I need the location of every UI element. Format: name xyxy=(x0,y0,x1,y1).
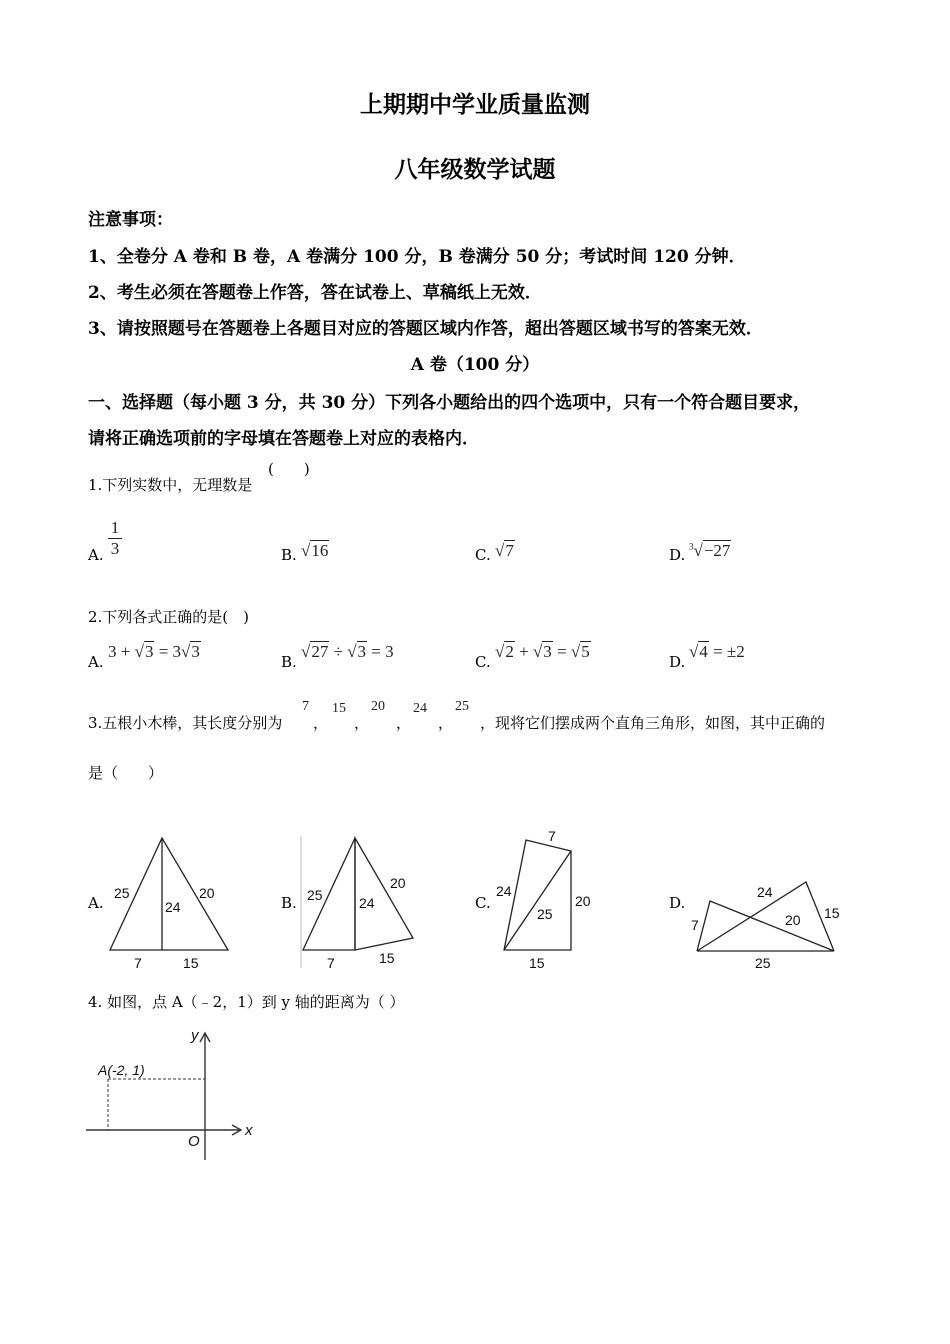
q1-option-a-label: A. xyxy=(88,546,104,564)
q3-b-label-7: 7 xyxy=(327,955,335,971)
q3-d-label-24: 24 xyxy=(757,884,773,900)
q3-length-3: 20 xyxy=(371,699,385,714)
q1-option-d-radicand: −27 xyxy=(703,541,731,560)
q2-a-pre: 3 + xyxy=(108,642,135,661)
q2-option-d-label: D. xyxy=(669,653,686,671)
q2-option-b-label: B. xyxy=(281,653,297,671)
q4-x-label: x xyxy=(245,1122,253,1139)
q1-option-c-radicand: 7 xyxy=(505,541,514,560)
q1-option-c-label: C. xyxy=(475,546,491,564)
q1-answer-paren: ( ) xyxy=(268,460,310,478)
notice-item-1: 1、全卷分 A 卷和 B 卷，A 卷满分 100 分，B 卷满分 50 分；考试时间 120 分钟． xyxy=(88,247,746,267)
q3-a-label-20: 20 xyxy=(199,885,215,901)
exam-title: 上期期中学业质量监测 xyxy=(360,91,590,118)
q2-option-d-math: √4 = ±2 xyxy=(689,642,745,661)
q3-b-label-24: 24 xyxy=(359,895,375,911)
q3-option-c-label: C. xyxy=(475,894,491,912)
q2-option-a-label: A. xyxy=(88,653,104,671)
q3-sep-2: ， xyxy=(354,714,370,732)
q2-stem: 2.下列各式正确的是( ) xyxy=(88,608,250,626)
q3-sep-1: ， xyxy=(313,714,329,732)
q3-b-label-25: 25 xyxy=(307,887,323,903)
q3-option-d-label: D. xyxy=(669,894,686,912)
notice-heading: 注意事项： xyxy=(88,210,173,230)
q3-figures xyxy=(0,820,950,980)
q3-c-label-24: 24 xyxy=(496,883,512,899)
q3-figure-c xyxy=(504,840,571,950)
q2-option-a-math: 3 + √3 = 3√3 xyxy=(108,642,200,661)
q1-option-c-math: √7 xyxy=(495,541,514,560)
q1-option-b-math: √16 xyxy=(301,541,329,560)
q3-length-2: 15 xyxy=(332,701,346,716)
q2-option-c-math: √2 + √3 = √5 xyxy=(495,642,590,661)
q2-c-eq: = xyxy=(552,642,571,661)
q1-stem: 1.下列实数中，无理数是 xyxy=(88,476,253,494)
q3-d-label-7: 7 xyxy=(691,917,699,933)
part1-instruction-line1: 一、选择题（每小题 3 分，共 30 分）下列各小题给出的四个选项中，只有一个符合题目要求， xyxy=(88,393,811,413)
q1-option-b-radicand: 16 xyxy=(311,541,329,560)
q3-stem-tail: ，现将它们摆成两个直角三角形，如图，其中正确的 xyxy=(480,714,826,732)
q2-b-radicand-2: 3 xyxy=(357,642,367,661)
q3-stem: 3.五根小木棒，其长度分别为 xyxy=(88,714,283,732)
q3-c-label-20: 20 xyxy=(575,893,591,909)
q3-option-a-label: A. xyxy=(88,894,104,912)
q2-a-radicand-2: 3 xyxy=(191,642,200,661)
q3-d-label-15: 15 xyxy=(824,905,840,921)
q2-b-radicand: 27 xyxy=(311,642,329,661)
q3-a-label-15: 15 xyxy=(183,955,199,971)
q1-option-a-fraction xyxy=(108,518,122,559)
q2-b-eq: = 3 xyxy=(367,642,394,661)
exam-subtitle: 八年级数学试题 xyxy=(394,156,556,183)
q2-a-eq: = 3 xyxy=(154,642,182,661)
q3-a-label-25: 25 xyxy=(114,885,130,901)
q2-b-div: ÷ xyxy=(329,642,348,661)
q2-c-radicand-2: 3 xyxy=(543,642,552,661)
q2-c-radicand: 2 xyxy=(505,642,514,661)
q3-c-label-7: 7 xyxy=(548,828,556,844)
q1-option-d-index: 3 xyxy=(689,541,694,552)
q3-c-label-25: 25 xyxy=(537,906,553,922)
q4-origin-label: O xyxy=(188,1133,200,1150)
q4-y-label: y xyxy=(191,1027,199,1044)
section-a-heading: A 卷（100 分） xyxy=(410,355,540,375)
q3-d-label-25: 25 xyxy=(755,955,771,971)
q2-option-c-label: C. xyxy=(475,653,491,671)
notice-item-2: 2、考生必须在答题卷上作答，答在试卷上、草稿纸上无效． xyxy=(88,283,542,303)
q2-d-eq: = ±2 xyxy=(708,642,745,661)
q4-point-label: A(-2, 1) xyxy=(98,1062,145,1078)
q2-d-radicand: 4 xyxy=(699,642,708,661)
q3-d-label-20: 20 xyxy=(785,912,801,928)
q2-option-b-math: √27 ÷ √3 = 3 xyxy=(301,642,394,661)
q3-stem-line2: 是（ ） xyxy=(88,764,164,782)
q3-b-label-15: 15 xyxy=(379,950,395,966)
q3-sep-4: ， xyxy=(438,714,454,732)
q3-a-label-7: 7 xyxy=(134,955,142,971)
q3-sep-3: ， xyxy=(396,714,412,732)
q3-c-label-15: 15 xyxy=(529,955,545,971)
q1-option-d-math: $^3$√−27 xyxy=(689,541,731,560)
q3-b-label-20: 20 xyxy=(390,875,406,891)
q1-option-a-numerator: 1 xyxy=(108,518,122,539)
q1-option-b-label: B. xyxy=(281,546,297,564)
q1-option-a-denominator: 3 xyxy=(110,539,120,558)
q4-stem: 4. 如图，点 A（﹣2，1）到 y 轴的距离为（ ） xyxy=(88,993,405,1011)
q2-a-radicand: 3 xyxy=(144,642,154,661)
q3-length-1: 7 xyxy=(302,699,309,714)
q3-length-5: 25 xyxy=(455,699,469,714)
q3-option-b-label: B. xyxy=(281,894,297,912)
q1-option-d-label: D. xyxy=(669,546,686,564)
q2-c-radicand-3: 5 xyxy=(581,642,590,661)
q4-coordinate-figure xyxy=(80,1022,270,1167)
notice-item-3: 3、请按照题号在答题卷上各题目对应的答题区域内作答，超出答题区域书写的答案无效． xyxy=(88,319,763,339)
part1-instruction-line2: 请将正确选项前的字母填在答题卷上对应的表格内． xyxy=(88,429,479,449)
q3-length-4: 24 xyxy=(413,701,427,716)
q2-c-plus: + xyxy=(514,642,533,661)
q3-a-label-24: 24 xyxy=(165,899,181,915)
